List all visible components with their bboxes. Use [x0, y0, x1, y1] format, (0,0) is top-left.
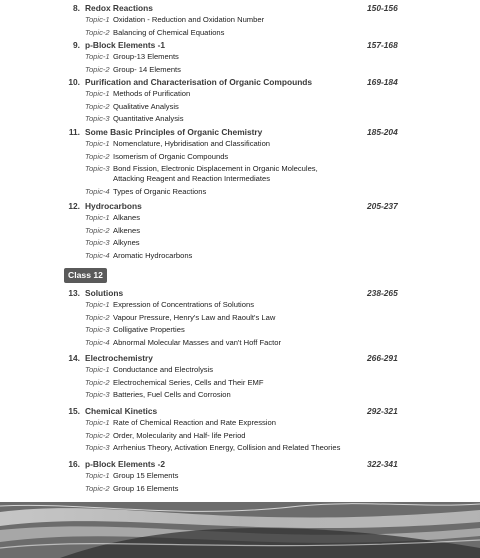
topic-label: Topic-1 [85, 471, 110, 480]
topic-label: Topic-3 [85, 443, 110, 452]
wave-pattern-image [0, 502, 480, 558]
class-12-badge: Class 12 [64, 268, 107, 283]
chapter-pages: 292-321 [367, 406, 398, 416]
topic-text: Bond Fission, Electronic Displacement in Organic Molecules, [113, 164, 318, 173]
chapter-number: 15. [68, 406, 80, 416]
chapter-title: Purification and Characterisation of Organic Compounds [85, 77, 313, 87]
topic-text: Aromatic Hydrocarbons [113, 250, 193, 260]
topic-label: Topic-1 [85, 15, 110, 24]
chapter-number: 14. [68, 353, 80, 363]
topic-text: Rate of Chemical Reaction and Rate Expression [113, 418, 276, 427]
topic-text: Methods of Purification [113, 89, 191, 98]
topic-text: Balancing of Chemical Equations [113, 27, 225, 37]
topic-label: Topic-3 [85, 390, 110, 399]
topic-label: Topic-1 [85, 418, 110, 427]
topic-text: Abnormal Molecular Masses and van't Hoff Factor [113, 337, 282, 347]
chapter-title: p-Block Elements -1 [85, 40, 166, 50]
topic-label: Topic-1 [85, 52, 110, 61]
chapter-pages: 157-168 [367, 40, 398, 50]
chapter-pages: 185-204 [367, 127, 398, 137]
topic-label: Topic-4 [85, 186, 110, 196]
topic-text: Alkynes [113, 238, 140, 247]
chapter-pages: 169-184 [367, 77, 398, 87]
chapter-pages: 266-291 [367, 353, 398, 363]
topic-text: Group 16 Elements [113, 483, 179, 493]
topic-text: Group 15 Elements [113, 471, 179, 480]
chapter-pages: 322-341 [367, 459, 398, 469]
chapter-title: Some Basic Principles of Organic Chemistry [85, 127, 263, 137]
chapter-title: Solutions [85, 288, 124, 298]
chapter-title: p-Block Elements -2 [85, 459, 166, 469]
chapter-title: Redox Reactions [85, 3, 153, 13]
topic-label: Topic-2 [85, 377, 110, 387]
topic-text: Nomenclature, Hybridisation and Classification [113, 139, 271, 148]
topic-text-continued: Attacking Reagent and Reaction Intermediates [113, 174, 271, 183]
topic-text: Group- 14 Elements [113, 64, 181, 74]
topic-label: Topic-4 [85, 250, 110, 260]
topic-label: Topic-2 [85, 483, 110, 493]
chapter-pages: 150-156 [367, 3, 398, 13]
topic-label: Topic-1 [85, 139, 110, 148]
topic-text: Isomerism of Organic Compounds [113, 151, 229, 161]
chapter-number: 8. [73, 3, 80, 13]
topic-label: Topic-2 [85, 312, 110, 322]
topic-label: Topic-2 [85, 430, 110, 440]
chapter-number: 10. [68, 77, 80, 87]
topic-text: Alkenes [113, 225, 141, 235]
topic-text: Batteries, Fuel Cells and Corrosion [113, 390, 231, 399]
topic-label: Topic-3 [85, 325, 110, 334]
topic-label: Topic-2 [85, 151, 110, 161]
topic-label: Topic-2 [85, 27, 110, 37]
chapter-pages: 205-237 [367, 201, 398, 211]
topic-label: Topic-1 [85, 213, 110, 222]
topic-text: Oxidation - Reduction and Oxidation Number [113, 15, 265, 24]
decorative-footer-band [0, 502, 480, 558]
topic-text: Group-13 Elements [113, 52, 179, 61]
topic-text: Order, Molecularity and Half- life Period [113, 430, 246, 440]
chapter-number: 12. [68, 201, 80, 211]
topic-text: Expression of Concentrations of Solutions [113, 300, 254, 309]
topic-label: Topic-1 [85, 300, 110, 309]
chapter-number: 11. [68, 127, 80, 137]
topic-label: Topic-2 [85, 64, 110, 74]
topic-label: Topic-2 [85, 225, 110, 235]
chapter-number: 16. [68, 459, 80, 469]
chapter-title: Chemical Kinetics [85, 406, 158, 416]
topic-text: Vapour Pressure, Henry's Law and Raoult's Law [113, 312, 276, 322]
topic-text: Arrhenius Theory, Activation Energy, Collision and Related Theories [113, 443, 341, 452]
topic-label: Topic-1 [85, 89, 110, 98]
topic-text: Quantitative Analysis [113, 114, 184, 123]
topic-label: Topic-3 [85, 238, 110, 247]
topic-label: Topic-3 [85, 164, 110, 173]
topic-text: Types of Organic Reactions [113, 186, 207, 196]
topic-label: Topic-1 [85, 365, 110, 374]
topic-label: Topic-3 [85, 114, 110, 123]
chapter-title: Electrochemistry [85, 353, 153, 363]
topic-text: Colligative Properties [113, 325, 185, 334]
topic-text: Qualitative Analysis [113, 101, 179, 111]
topic-label: Topic-2 [85, 101, 110, 111]
topic-label: Topic-4 [85, 337, 110, 347]
chapter-number: 9. [73, 40, 80, 50]
chapter-title: Hydrocarbons [85, 201, 142, 211]
topic-text: Conductance and Electrolysis [113, 365, 214, 374]
topic-text: Electrochemical Series, Cells and Their EMF [113, 377, 264, 387]
chapter-pages: 238-265 [367, 288, 398, 298]
topic-text: Alkanes [113, 213, 141, 222]
chapter-number: 13. [68, 288, 80, 298]
